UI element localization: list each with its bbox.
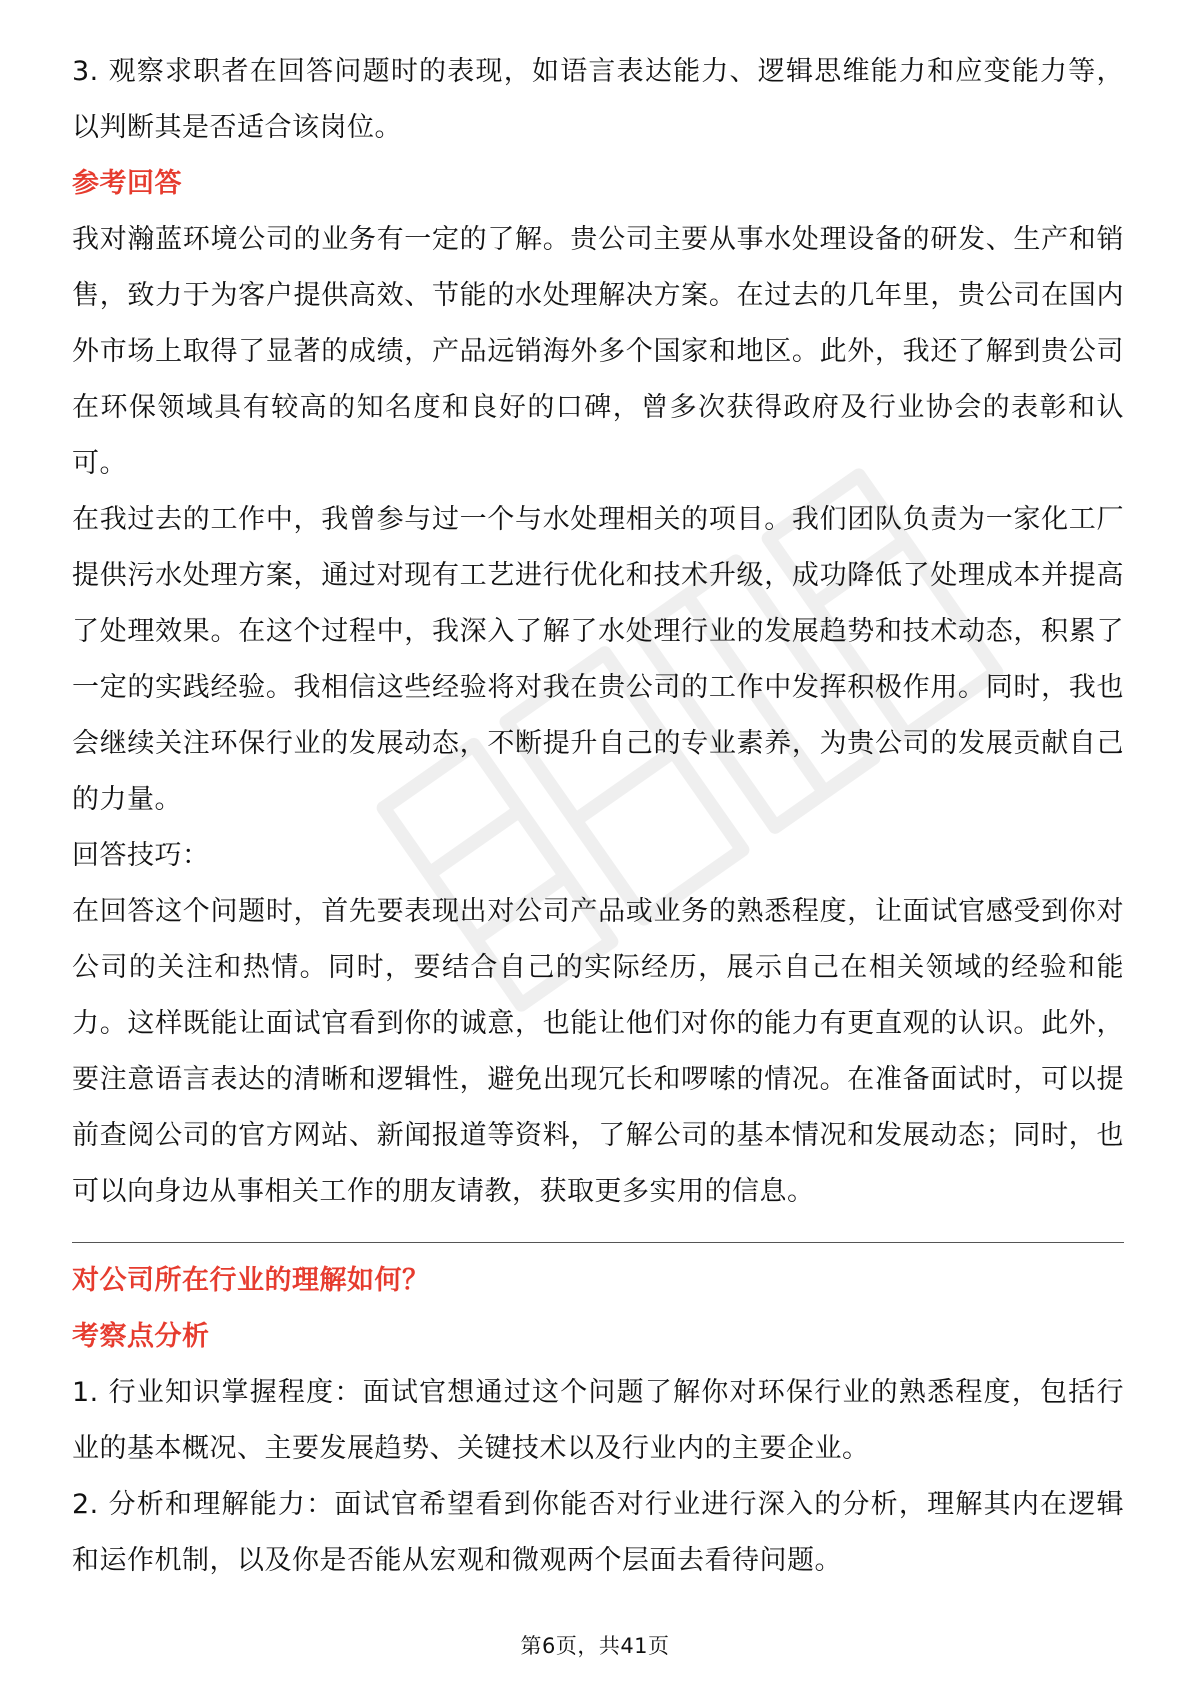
section-divider — [72, 1242, 1124, 1243]
answer-tips-paragraph: 在回答这个问题时，首先要表现出对公司产品或业务的熟悉程度，让面试官感受到你对公司的关注和热情。同时，要结合自己的实际经历，展示自己在相关领域的经验和能力。这样既能让面试官看到你的诚意，也能让他们对你的能力有更直观的认识。此外，要注意语言表达的清晰和逻辑性，避免出现冗长和啰嗦的情况。在准备面试时，可以提前查阅公司的官方网站、新闻报道等资料，了解公司的基本情况和发展动态；同时，也可以向身边从事相关工作的朋友请教，获取更多实用的信息。 — [72, 896, 1124, 1207]
page-number: 第6页，共41页 — [520, 1634, 670, 1658]
reference-answer-heading: 参考回答 — [72, 168, 182, 199]
analysis-point-2: 2. 分析和理解能力：面试官希望看到你能否对行业进行深入的分析，理解其内在逻辑和运作机制，以及你是否能从宏观和微观两个层面去看待问题。 — [72, 1489, 1124, 1576]
analysis-heading: 考察点分析 — [72, 1321, 210, 1352]
answer-tips-label: 回答技巧： — [72, 840, 210, 871]
answer-paragraph-2: 在我过去的工作中，我曾参与过一个与水处理相关的项目。我们团队负责为一家化工厂提供污水处理方案，通过对现有工艺进行优化和技术升级，成功降低了处理成本并提高了处理效果。在这个过程中，我深入了解了水处理行业的发展趋势和技术动态，积累了一定的实践经验。我相信这些经验将对我在贵公司的工作中发挥积极作用。同时，我也会继续关注环保行业的发展动态，不断提升自己的专业素养，为贵公司的发展贡献自己的力量。 — [72, 504, 1124, 815]
analysis-point-1: 1. 行业知识掌握程度：面试官想通过这个问题了解你对环保行业的熟悉程度，包括行业的基本概况、主要发展趋势、关键技术以及行业内的主要企业。 — [72, 1377, 1124, 1464]
paragraph-intro-3: 3. 观察求职者在回答问题时的表现，如语言表达能力、逻辑思维能力和应变能力等，以判断其是否适合该岗位。 — [72, 56, 1124, 143]
document-body — [72, 44, 1124, 1589]
answer-paragraph-1: 我对瀚蓝环境公司的业务有一定的了解。贵公司主要从事水处理设备的研发、生产和销售，致力于为客户提供高效、节能的水处理解决方案。在过去的几年里，贵公司在国内外市场上取得了显著的成绩，产品远销海外多个国家和地区。此外，我还了解到贵公司在环保领域具有较高的知名度和良好的口碑，曾多次获得政府及行业协会的表彰和认可。 — [72, 224, 1124, 479]
question-title: 对公司所在行业的理解如何？ — [72, 1265, 430, 1296]
